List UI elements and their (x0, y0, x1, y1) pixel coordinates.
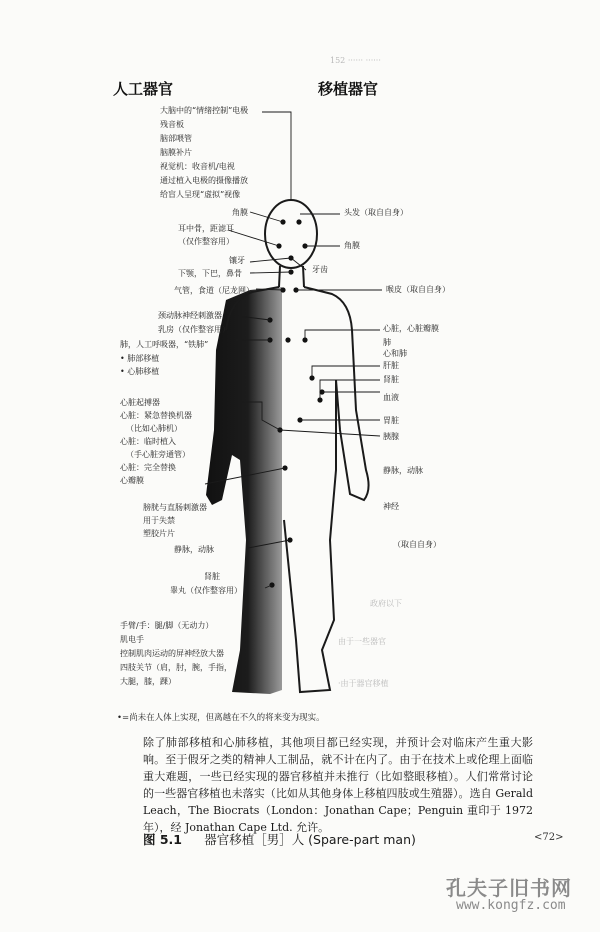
label-cornea-left: 角膜 (232, 208, 248, 217)
label-heart-bypass: （手心脏旁通管） (126, 450, 190, 459)
caption-paragraph: 除了肺部移植和心肺移植，其他项目都已经实现，并预计会对临床产生重大影响。至于假牙之类的精神人工制品，就不计在内了。由于在技术上或伦理上面临重大难题，一些已经实现的器官移植并未推行（比如整眼移植）。人们常常讨论的一些器官移植也未落实（比如从其他身体上移植四肢或生殖器）。选自 Gerald Leach，The Biocrats（London：Jonathan Cape；Penguin 重印于 1972 年），经 Jonathan Cape Ltd. 允许。 (143, 736, 533, 834)
label-stomach: 胃脏 (383, 416, 399, 425)
ghost-text-2: 由于一些器官 (338, 637, 386, 646)
figure-title: 器官移植［男］人 (Spare-part man) (204, 832, 416, 847)
heading-artificial-organs: 人工器官 (113, 80, 174, 98)
label-dentures: 镶牙 (229, 256, 245, 265)
label-kidney-left: 肾脏 (204, 572, 220, 581)
label-plastic-sheet: 塑胶片片 (143, 529, 175, 538)
label-brain-tube: 脑部喂管 (160, 134, 192, 143)
label-lung-respirator: 肺，人工呼吸器，“铁肺” (120, 340, 209, 349)
watermark-url: www.kongfz.com (456, 898, 566, 913)
label-emotion-electrode: 大脑中的“情绪控制”电极 (160, 106, 249, 115)
label-limb-joints-cont: 大腿，膝，踝） (120, 677, 176, 686)
label-cornea-right: 角膜 (344, 241, 360, 250)
label-pacemaker: 心脏起搏器 (120, 398, 160, 407)
label-teeth: 牙齿 (312, 265, 328, 274)
figure-number: 图 5.1 (143, 832, 182, 847)
label-limb-joints: 四肢关节（肩，肘，腕，手指， (120, 663, 232, 672)
ghost-text-1: 政府以下 (370, 599, 402, 608)
label-bladder-stimulator: 膀胱与直肠刺激器 (143, 503, 207, 512)
label-arm-leg: 手臂/手：腿/脚（无动力） (120, 621, 214, 630)
label-residual-plate: 残音板 (160, 120, 184, 129)
label-heart-valve-right: 心脏，心脏瓣膜 (383, 324, 439, 333)
heading-transplanted-organs: 移植器官 (318, 80, 379, 98)
label-virtual-vision: 给盲人呈现“虚拟”视像 (160, 190, 241, 199)
label-testis-cosmetic: 睾丸（仅作整容用） (170, 586, 242, 595)
label-incontinence: 用于失禁 (143, 516, 175, 525)
figure-caption (143, 829, 416, 848)
label-heart-lung-right: 心和肺 (383, 349, 407, 358)
label-liver: 肝脏 (383, 361, 399, 370)
label-heart-lung-transplant: • 心肺移植 (120, 367, 160, 376)
label-jaw-chin-nose: 下颚，下巴，鼻骨 (178, 269, 242, 278)
label-lung-right: 肺 (383, 338, 391, 347)
label-carotid-stimulator: 颈动脉神经刺激器 (158, 311, 222, 320)
label-heart-total-replacement: 心脏：完全替换 (120, 463, 176, 472)
label-breast-cosmetic: 乳房（仅作整容用） (158, 325, 230, 334)
label-kidney-right: 肾脏 (383, 375, 399, 384)
label-blood: 血液 (383, 393, 399, 402)
label-lung-transplant: • 肺部移植 (120, 354, 160, 363)
running-header: 152 ······ ······ (330, 56, 381, 65)
label-vision-machine: 视觉机：收音机/电视 (160, 162, 235, 171)
figure-footnote: •=尚未在人体上实现，但离越在不久的将来变为现实。 (117, 713, 325, 723)
ghost-text-3: ·由于器官移植 (338, 679, 389, 688)
label-nerve-amplifier: 控制肌肉运动的屏神经放大器 (120, 649, 224, 658)
label-ear-bone: 耳中骨，距滤耳 (178, 224, 234, 233)
label-trachea-esophagus: 气管，食道（尼龙网） (174, 286, 254, 295)
label-heart-lung-machine: （比如心肺机） (126, 424, 182, 433)
label-heart-valve: 心瓣膜 (120, 476, 144, 485)
label-larynx-skin: 喉皮（取自自身） (386, 285, 450, 294)
label-nerve: 神经 (383, 502, 399, 511)
label-camera-implant: 通过植入电极的摄像播放 (160, 176, 248, 185)
label-brain-membrane-patch: 脑膜补片 (160, 148, 192, 157)
label-cosmetic-1: （仅作整容用） (178, 237, 234, 246)
label-myoelectric-hand: 肌电手 (120, 635, 144, 644)
page-number: <72> (534, 832, 564, 843)
label-vein-artery-left: 静脉，动脉 (174, 545, 214, 554)
label-pancreas: 胰腺 (383, 432, 399, 441)
label-from-self: （取自自身） (393, 540, 441, 549)
label-hair-self: 头发（取自自身） (344, 208, 408, 217)
human-figure-shaded-left (206, 287, 282, 694)
watermark-name: 孔夫子旧书网 (446, 876, 572, 900)
label-vein-artery-right: 静脉，动脉 (383, 466, 423, 475)
label-heart-temporary: 心脏：临时植入 (120, 437, 176, 446)
label-heart-emergency: 心脏：紧急替换机器 (120, 411, 192, 420)
